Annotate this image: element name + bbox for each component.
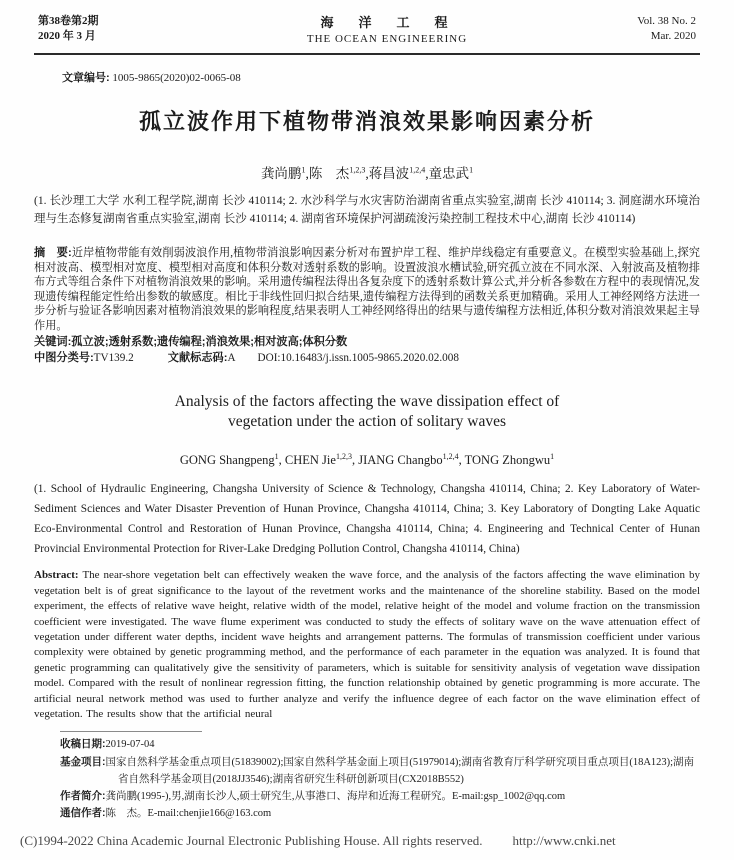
author-separator: , xyxy=(278,453,285,468)
cnki-url: http://www.cnki.net xyxy=(512,833,616,848)
authors-cn xyxy=(34,162,700,182)
received-value: 2019-07-04 xyxy=(105,739,155,751)
author-cn xyxy=(309,166,369,181)
keywords-cn-text: 孤立波;透射系数;遗传编程;消浪效果;相对波高;体积分数 xyxy=(71,335,348,348)
clc-value: TV139.2 xyxy=(93,352,134,365)
author-en xyxy=(358,453,464,467)
issue-info xyxy=(38,14,198,44)
volume-number-en: Vol. 38 No. 2 xyxy=(637,14,696,27)
abstract-en xyxy=(34,568,700,722)
author-bio-value: 龚尚鹏(1995-),男,湖南长沙人,硕士研究生,从事港口、海岸和近海工程研究。E-mail:gsp_1002@qq.com xyxy=(105,790,566,802)
classification-line xyxy=(34,351,700,366)
abstract-cn xyxy=(34,246,700,334)
author-affil-sup: 1,2,4 xyxy=(409,165,426,175)
header-rule xyxy=(34,53,700,55)
journal-header xyxy=(34,12,700,45)
author-cn xyxy=(261,166,309,181)
author-name: TONG Zhongwu xyxy=(464,453,551,468)
funding-label: 基金项目: xyxy=(60,755,106,768)
abstract-cn-label: 摘 要: xyxy=(34,247,72,259)
corresponding-label: 通信作者: xyxy=(60,807,106,820)
author-name: CHEN Jie xyxy=(284,453,336,468)
authors-en xyxy=(34,452,700,468)
article-number-line xyxy=(62,69,700,85)
abstract-cn-text: 近岸植物带能有效削弱波浪作用,植物带消浪影响因素分析对布置护岸工程、维护岸线稳定有重要意义。在模型实验基础上,探究相对波高、模型相对宽度、模型相对高度和体积分数对透射系数的影响。设置波浪水槽试验,研究孤立波在不同水深、入射波高及植物排布方式等组合条件下对植物消浪效果的影响。采用遗传编程法得出各复杂度下的透射系数计算公式,并分析各参数在方程中的表现情况,发现遗传编程能定性给出参数的敏感度。相比于非线性回归拟合结果,遗传编程方法得到的函数关系更加精确。采用人工神经网络方法进一步分析与验证各影响因素对植物消浪效果的影响程度,结果表明人工神经网络得出的结果与遗传编程方法相近,体积分数对消浪效果起主导作用。 xyxy=(34,247,700,332)
keywords-cn-line xyxy=(34,335,700,350)
footnote-corresponding xyxy=(60,805,700,822)
doi-label: DOI: xyxy=(257,352,281,365)
doc-code-label: 文献标志码: xyxy=(167,352,228,365)
copyright-text: (C)1994-2022 China Academic Journal Electronic Publishing House. All rights reserved. xyxy=(20,833,483,848)
footnote-separator xyxy=(60,731,202,732)
author-separator: , xyxy=(425,166,429,181)
author-name: JIANG Changbo xyxy=(358,453,443,468)
volume-info-en xyxy=(576,14,696,44)
received-label: 收稿日期: xyxy=(60,738,106,751)
copyright-line xyxy=(20,833,714,849)
journal-title-cn: 海 洋 工 程 xyxy=(320,15,454,30)
issue-date-en: Mar. 2020 xyxy=(650,29,696,42)
author-separator: , xyxy=(365,166,369,181)
article-number-label: 文章编号: xyxy=(62,72,110,84)
abstract-en-text: The near-shore vegetation belt can effectively weaken the wave force, and the analysis of the factors affecting the wave elimination by vegetation belt is of great significance to the layout of the revetment works and the maintenance of the shoreline stability. Based on the model experiment, the effects of relative wave height, relative width of the model, relative height of the model and volume fraction on the transmission coefficient were investigated. The wave flume experiment was conducted to study the effects of solitary wave on the wave attenuation effect of vegetation under different water depths, incident wave heights and arrangement patterns. The formulas of transmission coefficient under various complexity were obtained by genetic programming method, and the performance of each parameter in the equation was analyzed. It is found that genetic programming can qualitatively give the sensitivity of parameters, which is suitable for sensitivity analysis of vegetation wave dissipation model. Compared with the result of nonlinear regression fitting, the function relationship obtained by genetic programming is more accurate. The artificial neural network method was used to further analyze and verify the influence degree of each factor on the wave elimination effect of vegetation. The results show that the artificial neural xyxy=(34,569,700,720)
footnote-received xyxy=(60,736,700,753)
author-name: 童忠武 xyxy=(428,166,470,181)
author-en xyxy=(180,453,285,467)
clc-label: 中图分类号: xyxy=(34,352,94,365)
author-cn xyxy=(369,166,429,181)
title-cn: 孤立波作用下植物带消浪效果影响因素分析 xyxy=(138,109,595,134)
doi-value: 10.16483/j.issn.1005-9865.2020.02.008 xyxy=(280,352,459,365)
title-en xyxy=(34,392,700,432)
author-separator: , xyxy=(305,166,309,181)
author-affil-sup: 1,2,3 xyxy=(335,452,352,462)
author-separator: , xyxy=(351,453,359,468)
author-bio-label: 作者简介: xyxy=(60,789,106,802)
funding-value: 国家自然科学基金重点项目(51839002);国家自然科学基金面上项目(51979014);湖南省教育厅科学研究项目重点项目(18A123);湖南省自然科学基金项目(2018JJ3546);湖南省研究生科研创新项目(CX2018B552) xyxy=(105,756,695,785)
author-en xyxy=(465,453,555,467)
title-en-line1: Analysis of the factors affecting the wave dissipation effect of xyxy=(174,393,560,411)
author-cn xyxy=(429,166,474,181)
journal-title-block xyxy=(198,12,576,45)
journal-title-en: THE OCEAN ENGINEERING xyxy=(306,33,468,45)
doc-code-value: A xyxy=(227,352,236,365)
author-separator: , xyxy=(458,453,465,468)
author-affil-sup: 1 xyxy=(469,165,474,175)
author-name: 蒋昌波 xyxy=(368,166,410,181)
title-en-line2: vegetation under the action of solitary waves xyxy=(227,413,507,431)
affiliations-en: (1. School of Hydraulic Engineering, Changsha University of Science & Technology, Changsha 410114, China; 2. Key Laboratory of Water-Sediment Sciences and Water Disaster Prevention of Hunan Province, Changsha 410114, China; 3. Key Laboratory of Dongting Lake Aquatic Eco-Environmental Control and Restoration of Hunan Province, Changsha 410114, China; 4. Engineering and Technical Center of Hunan Provincial Environmental Protection for River-Lake Dredging Pollution Control, Changsha 410114, China) xyxy=(34,483,700,556)
author-affil-sup: 1,2,3 xyxy=(349,165,366,175)
author-affil-sup: 1,2,4 xyxy=(442,452,459,462)
abstract-en-label: Abstract: xyxy=(34,569,79,582)
author-affil-sup: 1 xyxy=(301,165,306,175)
author-name: 龚尚鹏 xyxy=(260,166,302,181)
footnotes xyxy=(60,736,700,822)
corresponding-value: 陈 杰。E-mail:chenjie166@163.com xyxy=(105,808,272,820)
article-number-value: 1005-9865(2020)02-0065-08 xyxy=(112,72,241,84)
author-en xyxy=(285,453,358,467)
footnote-funding xyxy=(60,754,700,788)
footnote-author-bio xyxy=(60,788,700,805)
author-name: GONG Shangpeng xyxy=(179,453,275,468)
issue-date-cn: 2020 年 3 月 xyxy=(38,29,96,42)
author-affil-sup: 1 xyxy=(550,452,555,462)
keywords-cn-label: 关键词: xyxy=(34,335,72,348)
author-name: 陈 杰 xyxy=(308,166,350,181)
affiliations-cn: (1. 长沙理工大学 水利工程学院,湖南 长沙 410114; 2. 水沙科学与水灾害防治湖南省重点实验室,湖南 长沙 410114; 3. 洞庭湖水环境治理与生态修复湖南省重点实验室,湖南 长沙 410114; 4. 湖南省环境保护河湖疏浚污染控制工程技术中心,湖南 长沙 410114) xyxy=(34,195,700,225)
author-affil-sup: 1 xyxy=(274,452,279,462)
issue-volume: 第38卷第2期 xyxy=(38,14,99,27)
